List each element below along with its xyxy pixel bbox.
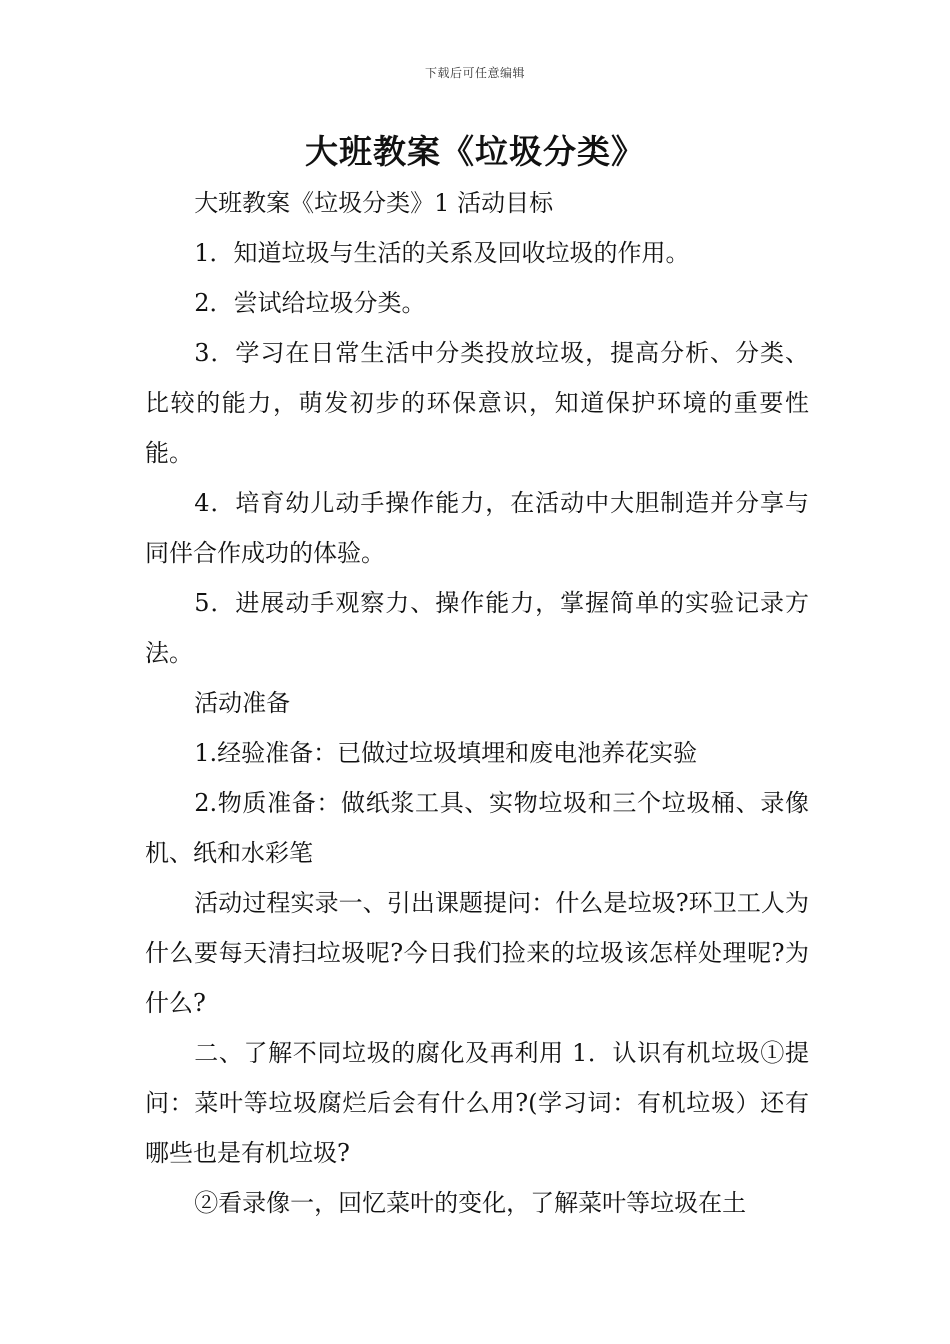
paragraph: 活动过程实录一、引出课题提问：什么是垃圾?环卫工人为什么要每天清扫垃圾呢?今日我们捡来的垃圾该怎样处理呢?为什么? <box>145 889 809 1017</box>
paragraph: 活动准备 <box>194 689 291 717</box>
document-body <box>145 178 809 1228</box>
paragraph: 1.经验准备：已做过垃圾填埋和废电池养花实验 <box>194 739 698 767</box>
paragraph: 1．知道垃圾与生活的关系及回收垃圾的作用。 <box>194 239 690 267</box>
paragraph: 2．尝试给垃圾分类。 <box>194 289 426 317</box>
paragraph: 3．学习在日常生活中分类投放垃圾，提高分析、分类、比较的能力，萌发初步的环保意识，知道保护环境的重要性能。 <box>145 339 809 467</box>
document-title: 大班教案《垃圾分类》 <box>305 132 645 171</box>
paragraph: 4．培育幼儿动手操作能力，在活动中大胆制造并分享与同伴合作成功的体验。 <box>145 489 809 567</box>
paragraph: 2.物质准备：做纸浆工具、实物垃圾和三个垃圾桶、录像机、纸和水彩笔 <box>145 789 809 867</box>
paragraph: ②看录像一，回忆菜叶的变化，了解菜叶等垃圾在土 <box>194 1189 747 1217</box>
paragraph: 5．进展动手观察力、操作能力，掌握简单的实验记录方法。 <box>145 589 809 667</box>
paragraph: 二、了解不同垃圾的腐化及再利用 1．认识有机垃圾①提问：菜叶等垃圾腐烂后会有什么用?(学习词：有机垃圾）还有哪些也是有机垃圾? <box>145 1039 809 1167</box>
paragraph: 大班教案《垃圾分类》1 活动目标 <box>194 189 554 217</box>
header-note: 下载后可任意编辑 <box>424 66 525 80</box>
